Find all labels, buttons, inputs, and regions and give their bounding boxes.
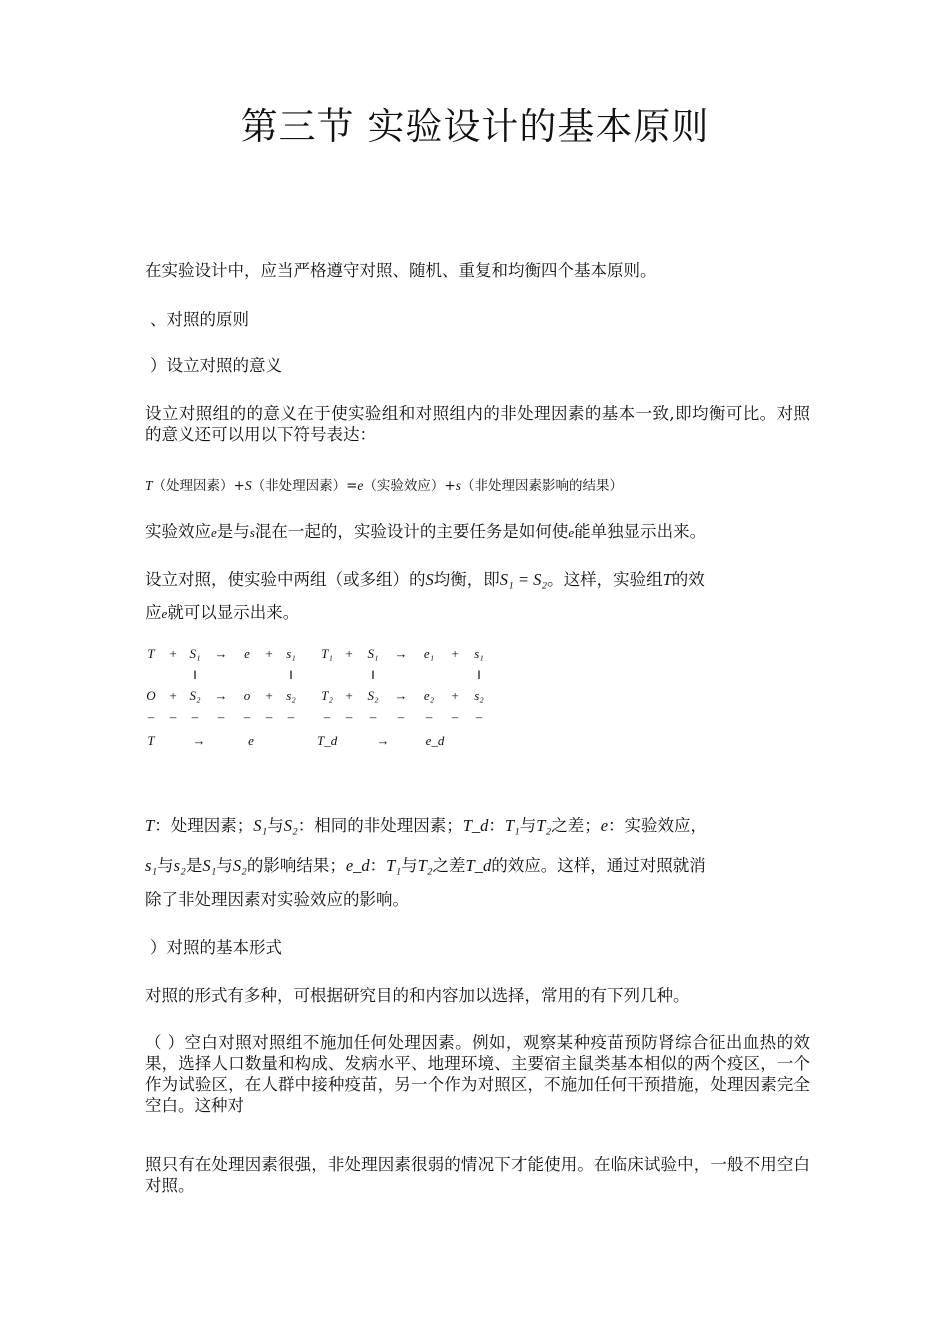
diagram-symbol: e₂ — [423, 688, 435, 703]
diagram-symbol: e_d — [425, 733, 445, 748]
text: 之差； — [551, 816, 601, 835]
math-symbol: S₁ — [253, 816, 268, 835]
diagram-symbol: S₁ — [367, 646, 379, 661]
text: 的效应。这样，通过对照就消 — [491, 856, 706, 875]
diagram-symbol: – — [425, 709, 433, 724]
formula-text: （实验效应）+ — [363, 478, 456, 494]
diagram-symbol: + — [168, 688, 178, 703]
math-symbol: T₂ — [536, 816, 552, 835]
math-symbol: e — [600, 816, 609, 835]
paragraph-forms: 对照的形式有多种，可根据研究目的和内容加以选择，常用的有下列几种。 — [145, 986, 690, 1005]
text: 。这样，实验组 — [547, 570, 663, 589]
math-symbol: s₁ — [145, 856, 158, 875]
math-symbol: s₂ — [173, 856, 186, 875]
symbol-e: e — [357, 478, 364, 493]
diagram-symbol: – — [265, 709, 273, 724]
text: 是与 — [216, 522, 250, 541]
diagram-symbol: → — [192, 733, 206, 748]
legend-line-2 — [145, 856, 706, 875]
diagram-symbol: → — [214, 646, 228, 661]
text: 的效 — [671, 570, 705, 589]
text: 与 — [157, 856, 174, 875]
text: 就可以显示出来。 — [167, 603, 300, 622]
text: 与 — [267, 816, 284, 835]
diagram-symbol: S₂ — [189, 688, 201, 703]
diagram-symbol: – — [345, 709, 353, 724]
paragraph-blank-control: （ ）空白对照对照组不施加任何处理因素。例如，观察某种疫苗预防肾综合征出血热的效果，选择人口数量和构成、发病水平、地理环境、主要宿主鼠类基本相似的两个疫区，一个作为试验区，在人群中接种疫苗，另一个作为对照区，不施加任何干预措施，处理因素完全空白。这种对 — [145, 1033, 810, 1115]
diagram-row — [145, 733, 505, 754]
symbol-s: s — [249, 525, 255, 540]
diagram-symbol: ‖ — [193, 667, 197, 682]
diagram-symbol: T₁ — [321, 646, 333, 661]
diagram-symbol: + — [450, 688, 460, 703]
formula-text: （非处理因素影响的结果） — [460, 478, 623, 494]
text: 是 — [185, 856, 203, 875]
text: 的影响结果； — [246, 856, 346, 875]
page-title: 第三节 实验设计的基本原则 — [240, 105, 710, 148]
diagram-symbol: – — [323, 709, 331, 724]
text: 均衡，即 — [433, 570, 500, 589]
text: ： — [369, 856, 387, 875]
math-symbol: S₂ — [283, 816, 298, 835]
text: 与 — [519, 816, 537, 835]
diagram-symbol: + — [344, 688, 354, 703]
paragraph-legend-end: 除了非处理因素对实验效应的影响。 — [145, 890, 409, 909]
math-symbol: T₁ — [386, 856, 402, 875]
math-symbol: T₁ — [504, 816, 520, 835]
math-symbol: S₂ — [232, 856, 247, 875]
diagram-symbol: e — [244, 646, 250, 661]
text: ：相同的非处理因素； — [297, 816, 463, 835]
diagram-symbol: – — [451, 709, 459, 724]
text: 混在一起的，实验设计的主要任务是如何使 — [254, 522, 569, 541]
paragraph-blank-control-end: 照只有在处理因素很强，非处理因素很弱的情况下才能使用。在临床试验中，一般不用空白对照。 — [145, 1155, 810, 1195]
symbol-S: S — [244, 478, 252, 493]
text: 实验效应 — [145, 522, 211, 541]
diagram-symbol: S₁ — [189, 646, 201, 661]
diagram-symbol: – — [217, 709, 225, 724]
diagram-symbol: – — [147, 709, 155, 724]
paragraph-effect — [145, 521, 810, 543]
control-diagram — [145, 646, 505, 754]
diagram-symbol: – — [191, 709, 199, 724]
diagram-symbol: – — [169, 709, 177, 724]
diagram-symbol: – — [475, 709, 483, 724]
subheading-meaning: ）设立对照的意义 — [150, 356, 282, 375]
text: 设立对照，使实验中两组（或多组）的 — [145, 570, 426, 589]
math-symbol: T_d — [462, 816, 489, 835]
symbol-e: e — [211, 525, 217, 540]
text: 与 — [401, 856, 418, 875]
diagram-symbol: e — [248, 733, 254, 748]
math-symbol: e_d — [345, 856, 370, 875]
formula-text: （非处理因素）= — [251, 478, 358, 494]
formula-text: （处理因素）+ — [152, 478, 245, 494]
paragraph-legend — [145, 806, 810, 886]
diagram-symbol: s₁ — [286, 646, 296, 661]
diagram-row — [145, 667, 505, 688]
diagram-symbol: – — [369, 709, 377, 724]
text: ：处理因素； — [154, 816, 254, 835]
subheading-forms: ）对照的基本形式 — [150, 938, 282, 957]
diagram-symbol: → — [376, 733, 390, 748]
intro-paragraph: 在实验设计中，应当严格遵守对照、随机、重复和均衡四个基本原则。 — [145, 261, 657, 280]
effect-formula — [145, 474, 623, 494]
diagram-symbol: s₁ — [474, 646, 484, 661]
diagram-symbol: O — [146, 688, 156, 703]
diagram-symbol: + — [450, 646, 460, 661]
diagram-symbol: + — [264, 688, 274, 703]
diagram-row — [145, 688, 505, 709]
diagram-symbol: ‖ — [289, 667, 293, 682]
diagram-symbol: S₂ — [367, 688, 379, 703]
paragraph-balance — [145, 563, 810, 630]
text: 能单独显示出来。 — [574, 522, 707, 541]
diagram-symbol: ‖ — [477, 667, 481, 682]
math-symbol: T_d — [465, 856, 492, 875]
diagram-symbol: – — [243, 709, 251, 724]
diagram-symbol: ‖ — [371, 667, 375, 682]
symbol-e: e — [161, 606, 168, 621]
diagram-symbol: → — [394, 688, 408, 703]
paragraph-meaning: 设立对照组的的意义在于使实验组和对照组内的非处理因素的基本一致,即均衡可比。对照的意义还可以用以下符号表达： — [145, 404, 810, 444]
diagram-symbol: + — [168, 646, 178, 661]
diagram-symbol: T — [147, 733, 155, 748]
text: ：实验效应， — [608, 816, 708, 835]
diagram-symbol: → — [394, 646, 408, 661]
symbol-T: T — [145, 478, 153, 493]
legend-line-1 — [145, 816, 707, 835]
section-heading-control: 、对照的原则 — [150, 310, 249, 329]
diagram-symbol: e₁ — [423, 646, 435, 661]
diagram-row — [145, 646, 505, 667]
diagram-symbol: – — [397, 709, 405, 724]
math-symbol: S₁ — [202, 856, 217, 875]
text: 应 — [145, 603, 162, 622]
diagram-symbol: s₂ — [286, 688, 296, 703]
symbol-S: S — [425, 570, 434, 589]
math-symbol: T — [145, 816, 155, 835]
text: ： — [488, 816, 505, 835]
text: 与 — [216, 856, 233, 875]
diagram-symbol: → — [214, 688, 228, 703]
diagram-symbol: T₂ — [321, 688, 333, 703]
diagram-symbol: + — [344, 646, 354, 661]
symbol-T: T — [662, 570, 672, 589]
diagram-row — [145, 709, 505, 733]
diagram-symbol: s₂ — [474, 688, 484, 703]
diagram-symbol: T_d — [317, 733, 338, 748]
equation-S1-S2: S₁ = S₂ — [499, 570, 548, 589]
symbol-s: s — [455, 478, 461, 493]
math-symbol: T₂ — [417, 856, 433, 875]
diagram-symbol: T — [147, 646, 155, 661]
diagram-symbol: o — [243, 688, 251, 703]
symbol-e: e — [568, 525, 575, 540]
text: 之差 — [432, 856, 466, 875]
diagram-symbol: – — [287, 709, 295, 724]
diagram-symbol: + — [264, 646, 274, 661]
